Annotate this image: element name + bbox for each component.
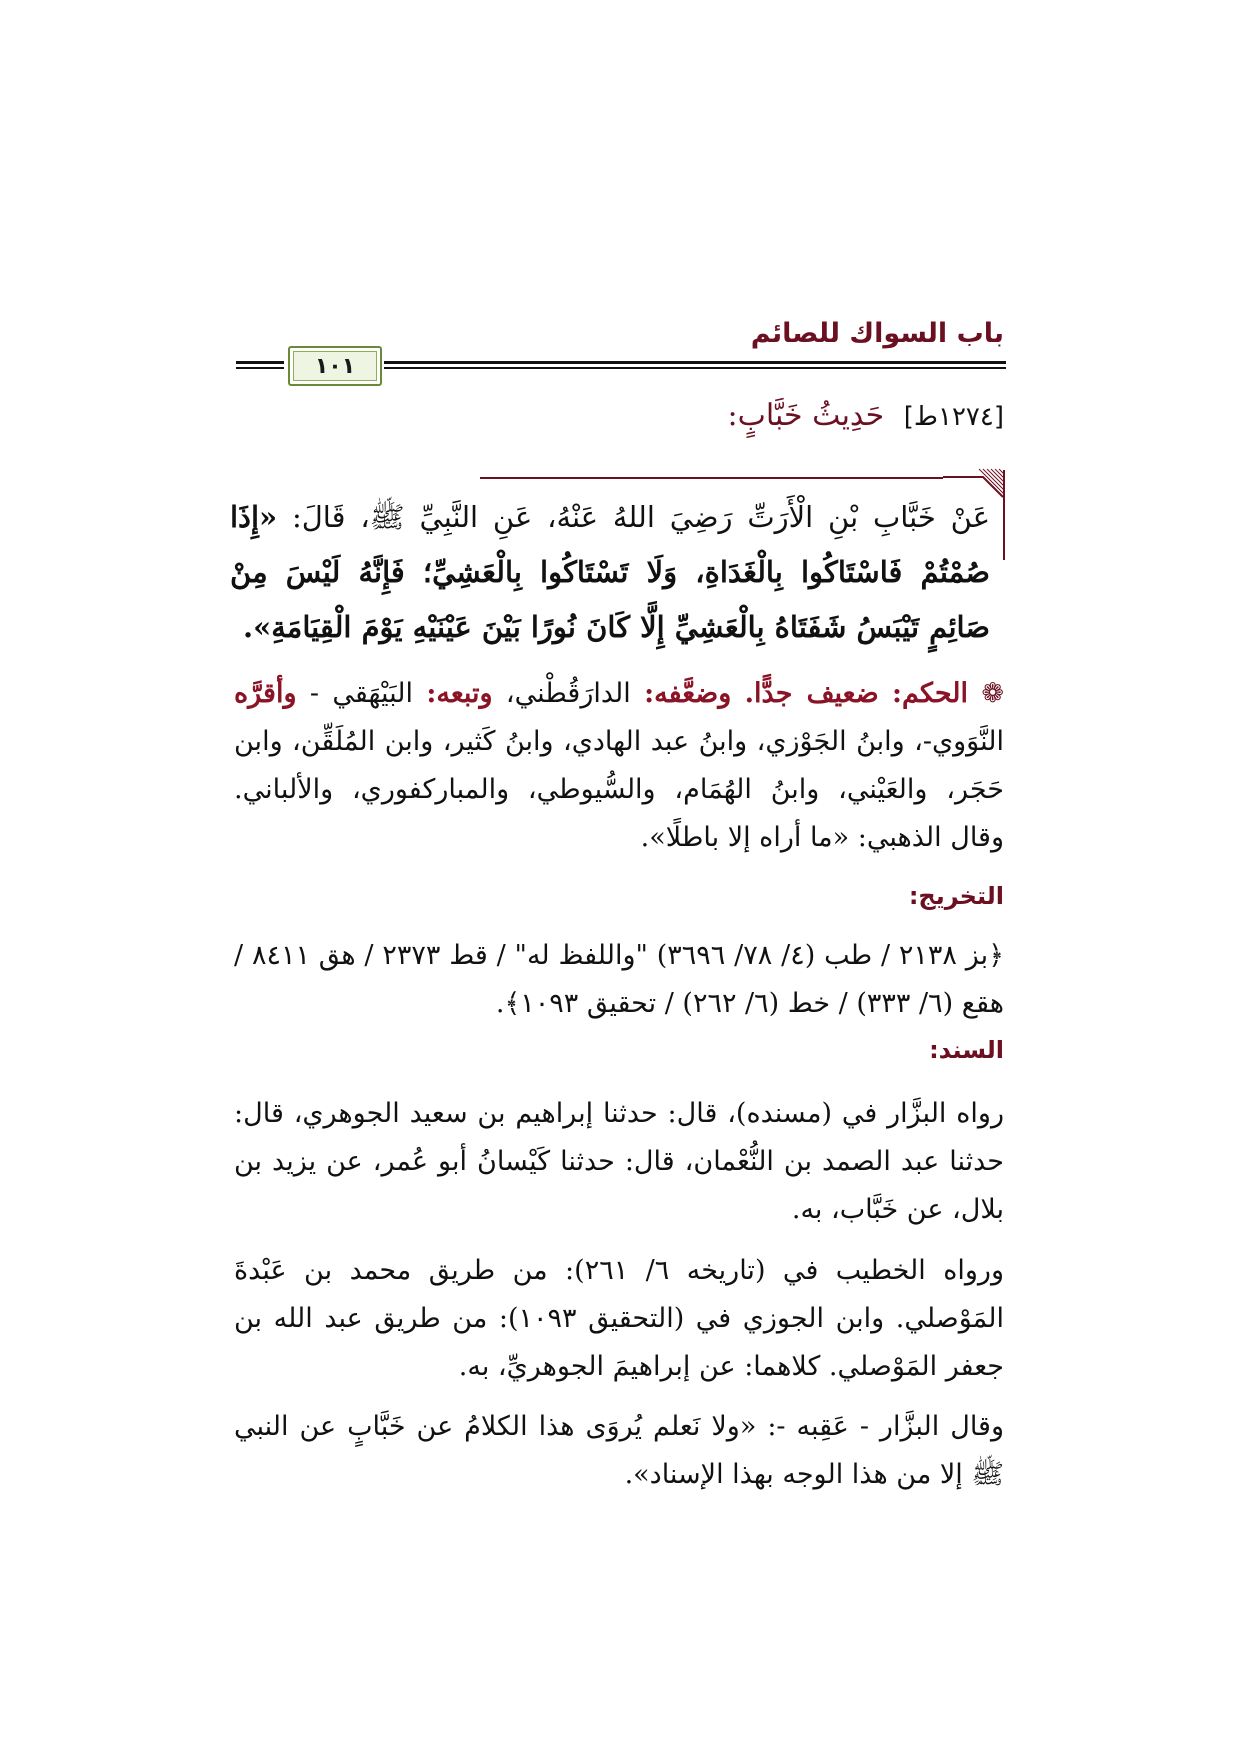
followed-by: البَيْهَقي - <box>309 678 413 709</box>
matn-intro: عَنْ خَبَّابِ بْنِ الْأَرَتِّ رَضِيَ اللهُ عَنْهُ، عَنِ النَّبِيِّ ﷺ، قَالَ: <box>277 500 990 534</box>
matn-text: «إِذَا صُمْتُمْ فَاسْتَاكُوا بِالْغَدَاةِ، وَلَا تَسْتَاكُوا بِالْعَشِيِّ؛ فَإِنَّهُ لَيْسَ مِنْ صَائِمٍ تَيْبَسُ شَفَتَاهُ بِالْعَشِيِّ إِلَّا كَانَ نُورًا بَيْنَ عَيْنَيْهِ يَوْمَ الْقِيَامَةِ». <box>230 500 990 644</box>
sanad-paragraph-3: وقال البزَّار - عَقِبه -: «ولا نَعلم يُروَى هذا الكلامُ عن خَبَّابٍ عن النبي ﷺ إلا من هذا الوجه بهذا الإسناد». <box>234 1411 1004 1490</box>
hadith-title: حَدِيثُ خَبَّابٍ: <box>727 398 885 433</box>
sanad-paragraph-2: ورواه الخطيب في (تاريخه ٦/ ٢٦١): من طريق محمد بن عَبْدةَ المَوْصلي. وابن الجوزي في (التحقيق ١٠٩٣): من طريق عبد الله بن جعفر المَوْصلي. كلاهما: عن إبراهيمَ الجوهريِّ، به. <box>234 1255 1004 1382</box>
hadith-number: [١٢٧٤ط] <box>903 402 1004 432</box>
matn-top-rule <box>480 477 943 479</box>
ruling-label: الحكم: <box>892 678 969 709</box>
page-number-badge <box>288 346 382 386</box>
flower-ornament-icon: ❁ <box>981 678 1005 709</box>
chapter-title: باب السواك للصائم <box>750 318 1004 349</box>
approved-label: وأقرَّه <box>234 678 297 709</box>
hadith-matn <box>230 490 990 655</box>
weakened-label: وضعَّفه: <box>644 678 732 709</box>
page-number: ١٠١ <box>314 353 356 379</box>
sanad-heading: السند: <box>929 1036 1004 1064</box>
hadith-heading <box>728 398 1005 433</box>
sanad-paragraph-1: رواه البزَّار في (مسنده)، قال: حدثنا إبراهيم بن سعيد الجوهري، قال: حدثنا عبد الصمد بن النُّعْمان، قال: حدثنا كَيْسانُ أبو عُمر، عن يزيد بن بلال، عن خَبَّاب، به. <box>234 1098 1004 1225</box>
matn-side-rule <box>1003 470 1005 560</box>
takhrij-text: ﴿بز ٢١٣٨ / طب (٤/ ٧٨/ ٣٦٩٦) "واللفظ له" / قط ٢٣٧٣ / هق ٨٤١١ / هقع (٦/ ٣٣٣) / خط (٦/ ٢٦٢) / تحقيق ١٠٩٣﴾. <box>234 940 1005 1019</box>
ruling-paragraph <box>234 670 1004 862</box>
weakened-by: الدارَقُطْني، <box>505 678 631 709</box>
takhrij-heading: التخريج: <box>908 882 1004 910</box>
followed-label: وتبعه: <box>426 678 493 709</box>
approved-by: النَّوَوي-، وابنُ الجَوْزي، وابنُ عبد الهادي، وابنُ كَثير، وابن المُلَقِّن، وابن حَجَر، والعَيْني، وابنُ الهُمَام، والسُّيوطي، والمباركفوري، والألباني. وقال الذهبي: «ما أراه إلا باطلًا». <box>234 726 1004 853</box>
ruling-verdict: ضعيف جدًّا. <box>744 678 879 709</box>
